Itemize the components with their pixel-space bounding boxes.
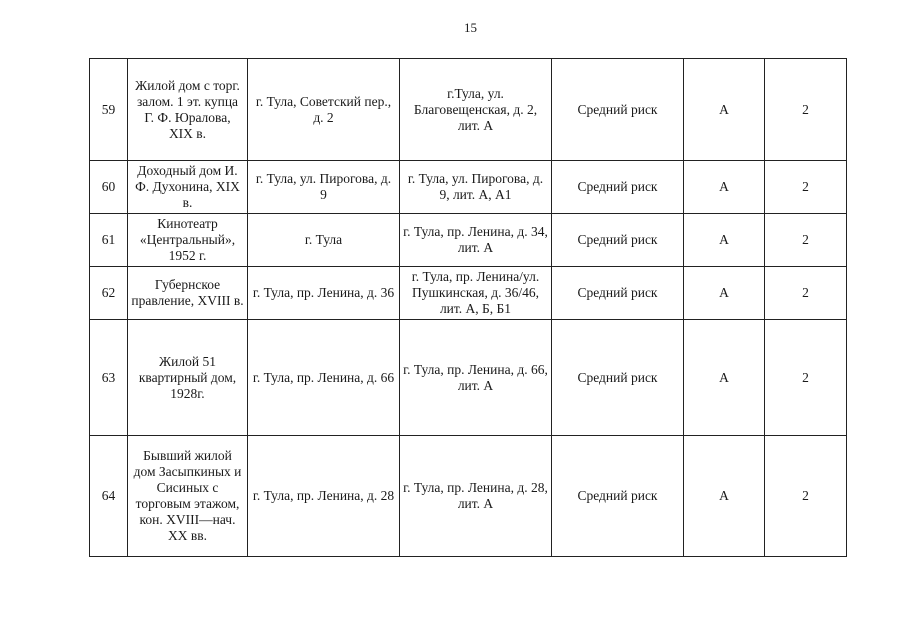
object-name: Губернское правление, XVIII в. — [128, 267, 248, 320]
object-address: г. Тула, пр. Ленина, д. 28, лит. А — [400, 436, 552, 557]
page-number: 15 — [464, 20, 477, 35]
risk-category: А — [684, 161, 765, 214]
hazard-class: 2 — [765, 436, 847, 557]
row-number: 60 — [90, 161, 128, 214]
object-name: Бывший жилой дом Засыпкиных и Сисиных с торговым этажом, кон. XVIII—нач. XX вв. — [128, 436, 248, 557]
risk-level: Средний риск — [552, 436, 684, 557]
heritage-objects-table — [89, 58, 847, 557]
risk-level: Средний риск — [552, 214, 684, 267]
hazard-class: 2 — [765, 214, 847, 267]
object-address: г.Тула, ул. Благовещенская, д. 2, лит. А — [400, 59, 552, 161]
hazard-class: 2 — [765, 161, 847, 214]
table-row — [90, 267, 847, 320]
object-location: г. Тула, ул. Пирогова, д. 9 — [248, 161, 400, 214]
object-location: г. Тула, пр. Ленина, д. 66 — [248, 320, 400, 436]
object-location: г. Тула, пр. Ленина, д. 36 — [248, 267, 400, 320]
row-number: 62 — [90, 267, 128, 320]
hazard-class: 2 — [765, 267, 847, 320]
risk-level: Средний риск — [552, 59, 684, 161]
object-address: г. Тула, ул. Пирогова, д. 9, лит. А, А1 — [400, 161, 552, 214]
object-address: г. Тула, пр. Ленина, д. 34, лит. А — [400, 214, 552, 267]
risk-category: А — [684, 436, 765, 557]
object-name: Доходный дом И. Ф. Духонина, XIX в. — [128, 161, 248, 214]
object-address: г. Тула, пр. Ленина/ул. Пушкинская, д. 36/46, лит. А, Б, Б1 — [400, 267, 552, 320]
row-number: 59 — [90, 59, 128, 161]
object-location: г. Тула, Советский пер., д. 2 — [248, 59, 400, 161]
hazard-class: 2 — [765, 320, 847, 436]
table-row — [90, 59, 847, 161]
row-number: 61 — [90, 214, 128, 267]
table-row — [90, 214, 847, 267]
risk-category: А — [684, 267, 765, 320]
risk-level: Средний риск — [552, 320, 684, 436]
risk-level: Средний риск — [552, 161, 684, 214]
object-name: Жилой 51 квартирный дом, 1928г. — [128, 320, 248, 436]
table-row — [90, 161, 847, 214]
object-name: Кинотеатр «Центральный», 1952 г. — [128, 214, 248, 267]
risk-category: А — [684, 320, 765, 436]
object-address: г. Тула, пр. Ленина, д. 66, лит. А — [400, 320, 552, 436]
table-row — [90, 436, 847, 557]
object-name: Жилой дом с торг. залом. 1 эт. купца Г. Ф. Юралова, XIX в. — [128, 59, 248, 161]
row-number: 64 — [90, 436, 128, 557]
object-location: г. Тула, пр. Ленина, д. 28 — [248, 436, 400, 557]
hazard-class: 2 — [765, 59, 847, 161]
risk-level: Средний риск — [552, 267, 684, 320]
object-location: г. Тула — [248, 214, 400, 267]
row-number: 63 — [90, 320, 128, 436]
table-row — [90, 320, 847, 436]
risk-category: А — [684, 214, 765, 267]
risk-category: А — [684, 59, 765, 161]
